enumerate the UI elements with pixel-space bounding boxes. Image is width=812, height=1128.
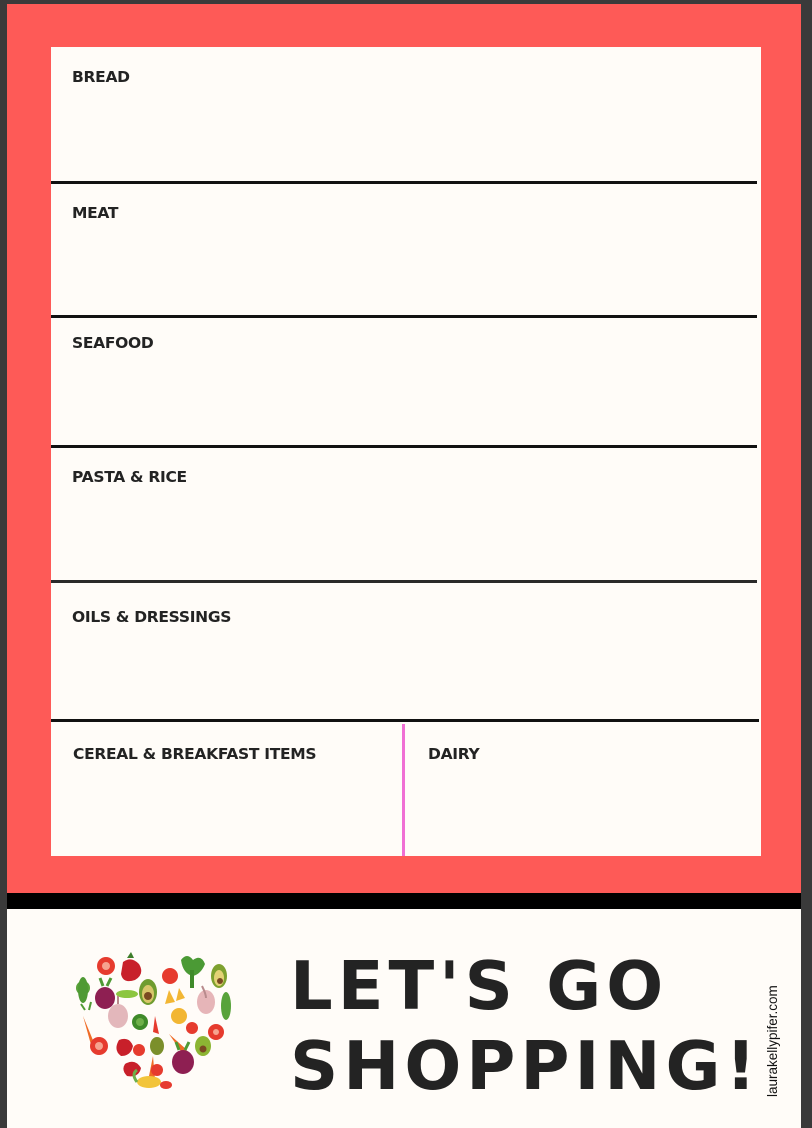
- section-label-bread: BREAD: [72, 68, 130, 86]
- section-seafood: [51, 318, 757, 446]
- section-label-pasta-rice: PASTA & RICE: [72, 468, 187, 486]
- section-pasta-rice: [51, 448, 757, 580]
- section-label-dairy: DAIRY: [428, 745, 480, 763]
- black-band: [7, 893, 801, 909]
- red-frame: [7, 4, 801, 893]
- vegetable-heart-icon: [69, 950, 231, 1096]
- section-label-oils-dressings: OILS & DRESSINGS: [72, 608, 232, 626]
- section-meat: [51, 184, 757, 316]
- section-label-meat: MEAT: [72, 204, 119, 222]
- footer-title: LET'S GO SHOPPING!: [290, 947, 762, 1105]
- shopping-list-page: [7, 4, 801, 1128]
- website-url[interactable]: laurakellypifer.com: [765, 985, 780, 1097]
- section-oils-dressings: [51, 583, 757, 720]
- section-bread: [51, 47, 757, 183]
- vertical-divider: [402, 724, 405, 856]
- divider: [51, 719, 759, 722]
- list-card: [51, 47, 761, 856]
- section-label-cereal-breakfast: CEREAL & BREAKFAST ITEMS: [73, 745, 317, 763]
- section-label-seafood: SEAFOOD: [72, 334, 154, 352]
